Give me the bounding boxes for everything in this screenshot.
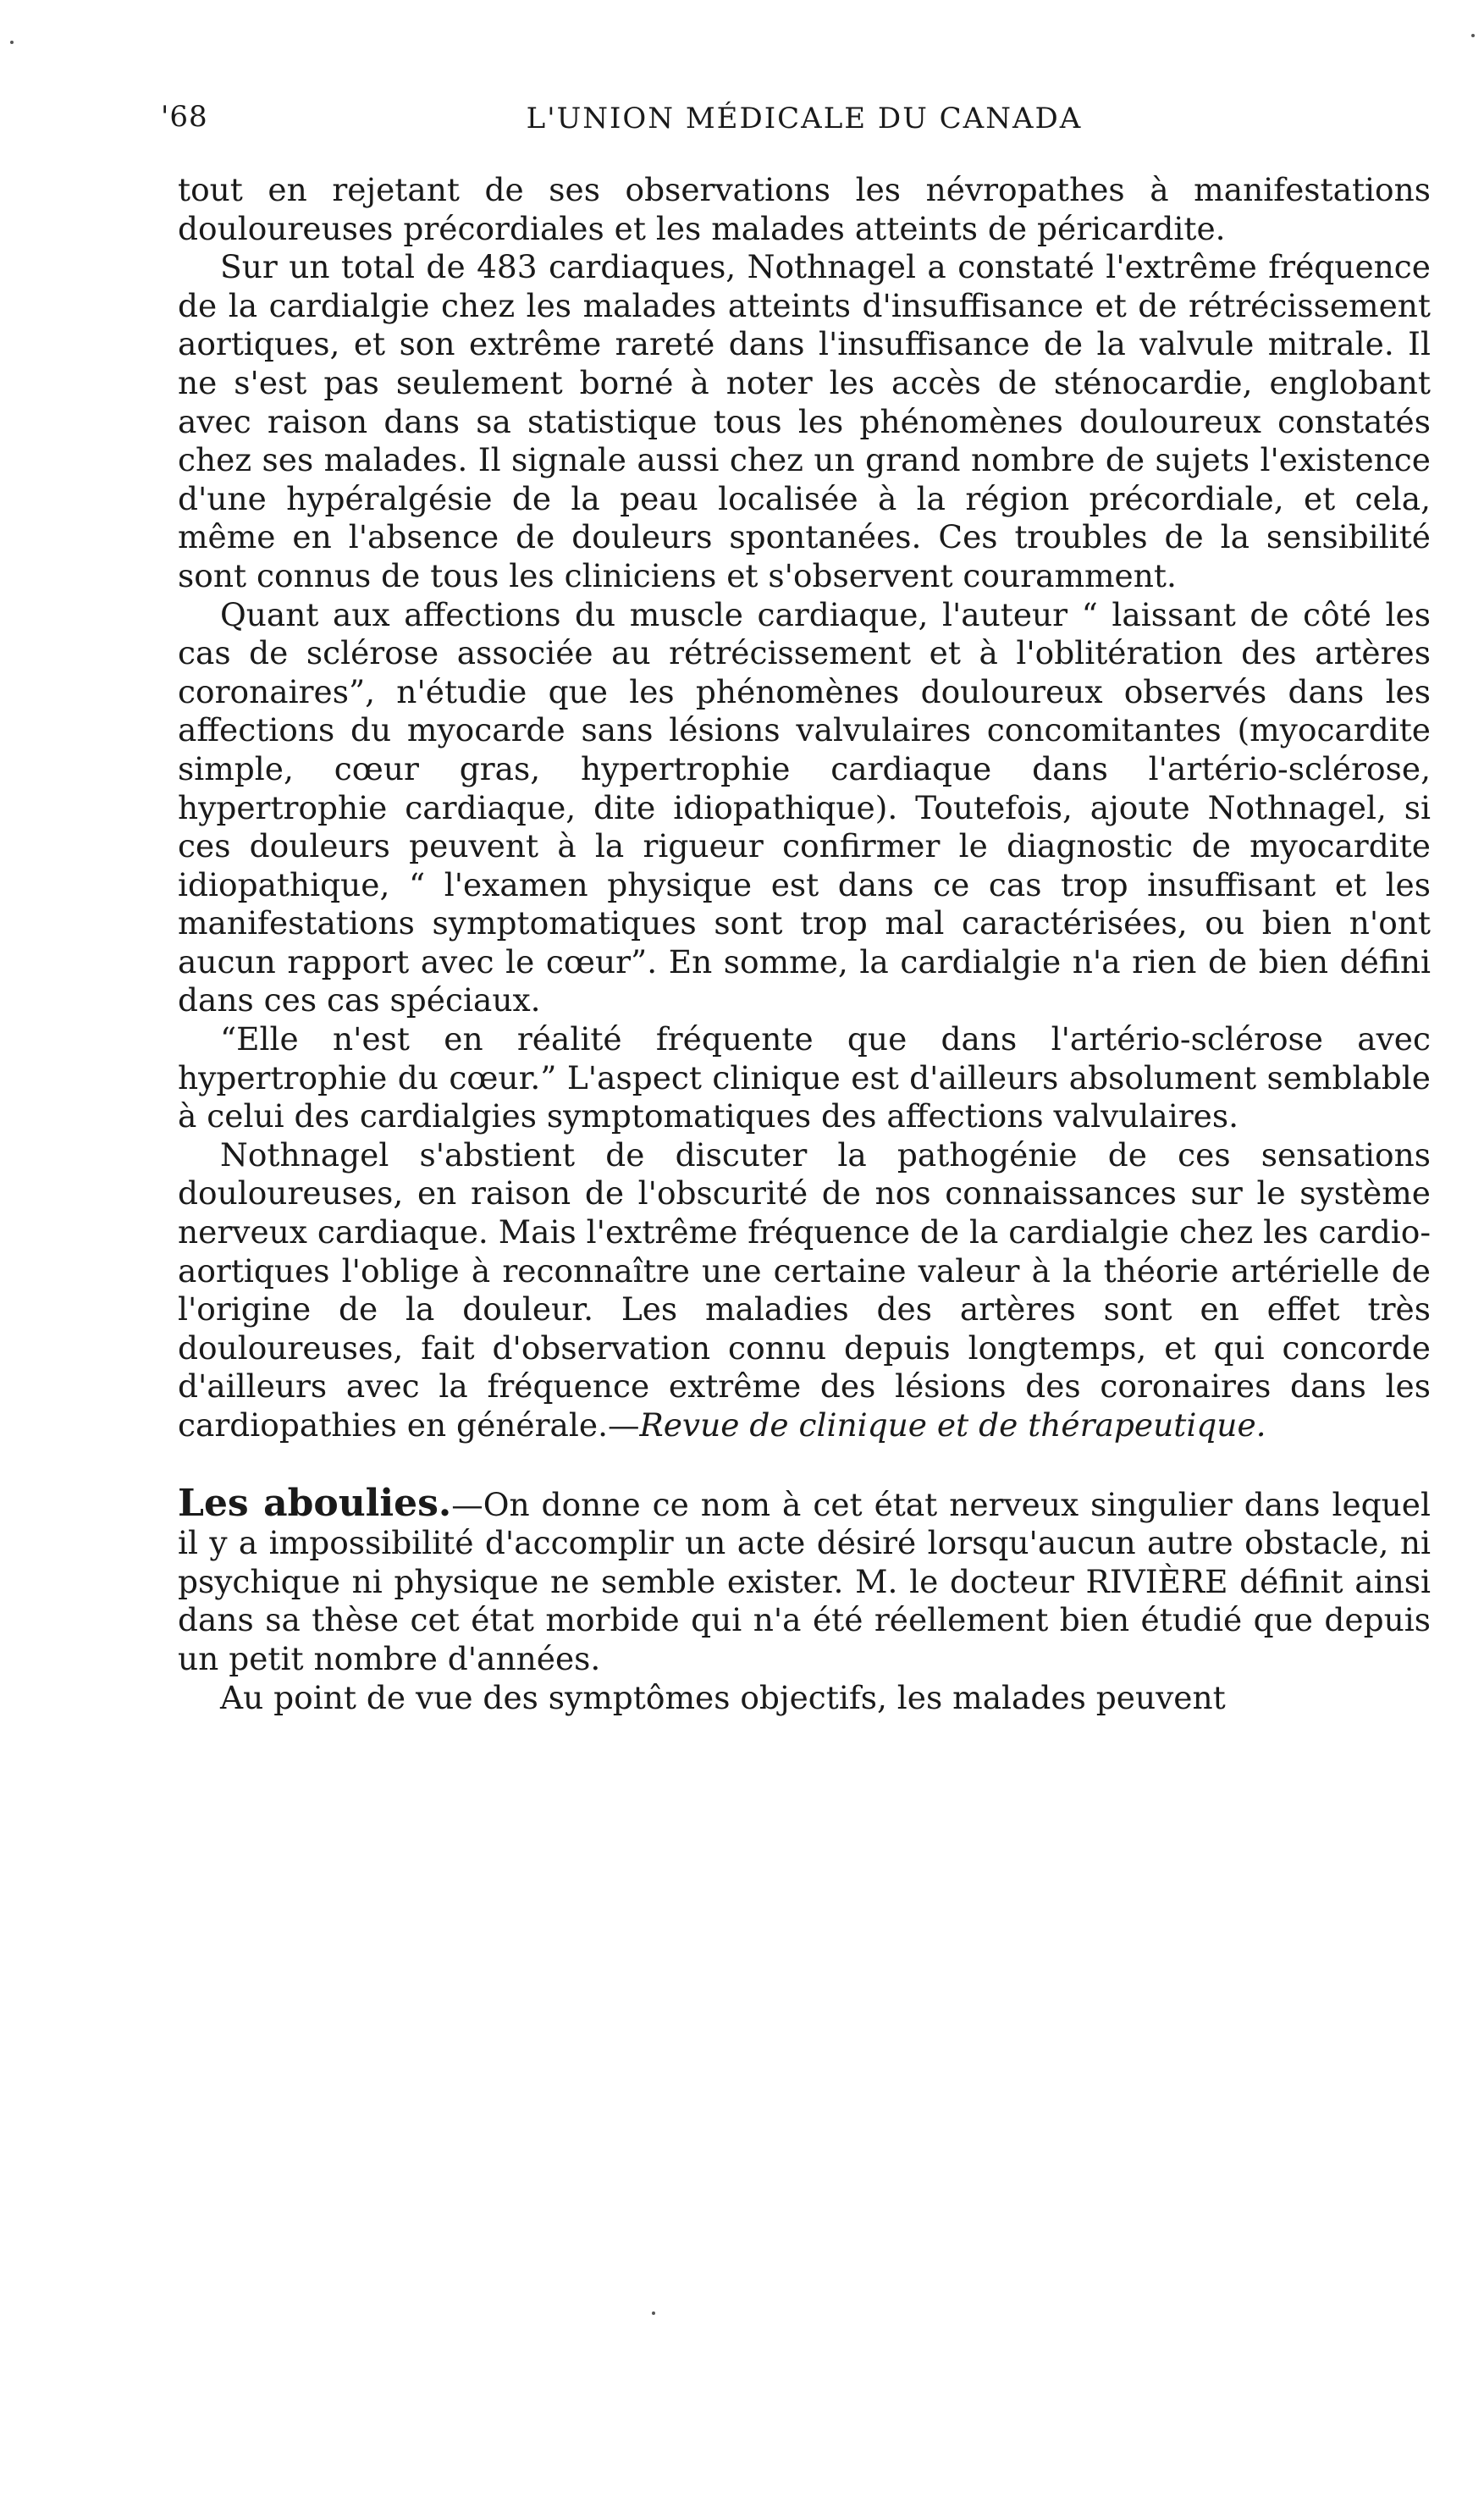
book-page (161, 85, 1431, 2472)
print-speck (1471, 34, 1475, 37)
pathogeny-text: Nothnagel s'abstient de discuter la pathogénie de ces sensations douloureuses, en raison de l'obscurité de nos connaissances sur le système nerveux cardiaque. Mais l'extrême fréquence de la cardialgie chez les cardio-aortiques l'oblige à reconnaître une certaine valeur à la théorie artérielle de l'origine de la douleur. Les maladies des artères sont en effet très douloureuses, fait d'observation connu depuis longtemps, et qui concorde d'ailleurs avec la fréquence extrême des lésions des coronaires dans les cardiopathies en générale.— (178, 1135, 1431, 1444)
print-speck (10, 41, 14, 44)
section-separator (178, 1445, 1431, 1484)
journal-title: L'UNION MÉDICALE DU CANADA (526, 102, 1083, 135)
paragraph-aboulies-intro (178, 1481, 1431, 1679)
paragraph-continued: tout en rejetant de ses observations les névropathes à manifestations douloureuses précordiales et les malades atteints de péricardite. (178, 171, 1431, 247)
print-speck (652, 2311, 655, 2315)
source-citation: Revue de clinique et de thérapeutique. (639, 1406, 1266, 1444)
paragraph-nothnagel-statistics: Sur un total de 483 cardiaques, Nothnagel a constaté l'extrême fréquence de la cardialgie chez les malades atteints d'insuffisance et de rétrécissement aortiques, et son extrême rareté dans l'insuffisance de la valvule mitrale. Il ne s'est pas seulement borné à noter les accès de sténocardie, englobant avec raison dans sa statistique tous les phénomènes douloureux constatés chez ses malades. Il signale aussi chez un grand nombre de sujets l'existence d'une hypéralgésie de la peau localisée à la région précordiale, et cela, même en l'absence de douleurs spontanées. Ces troubles de la sensibilité sont connus de tous les cliniciens et s'observent couramment. (178, 248, 1431, 594)
paragraph-pathogeny (178, 1136, 1431, 1445)
running-head (161, 85, 1431, 152)
article-body (178, 171, 1431, 1717)
aboulies-intro-text: —On donne ce nom à cet état nerveux singulier dans lequel il y a impossibilité d'accomplir un acte désiré lorsqu'aucun autre obstacle, ni psychique ni physique ne semble exister. M. le docteur RIVIÈRE définit ainsi dans sa thèse cet état morbide qui n'a été réellement bien étudié que depuis un petit nombre d'années. (178, 1485, 1431, 1677)
section-heading: Les aboulies. (178, 1481, 452, 1525)
paragraph-myocardial-affections: Quant aux affections du muscle cardiaque, l'auteur “ laissant de côté les cas de sclérose associée au rétrécissement et à l'oblitération des artères coronaires”, n'étudie que les phénomènes douloureux observés dans les affections du myocarde sans lésions valvulaires concomitantes (myocardite simple, cœur gras, hypertrophie cardiaque dans l'artério-sclérose, hypertrophie cardiaque, dite idiopathique). Toutefois, ajoute Nothnagel, si ces douleurs peuvent à la rigueur confirmer le diagnostic de myocardite idiopathique, “ l'examen physique est dans ce cas trop insuffisant et les manifestations symptomatiques sont trop mal caractérisées, ou bien n'ont aucun rapport avec le cœur”. En somme, la cardialgie n'a rien de bien défini dans ces cas spéciaux. (178, 595, 1431, 1019)
paragraph-objective-symptoms: Au point de vue des symptômes objectifs, les malades peuvent (220, 1678, 1226, 1716)
paragraph-arteriosclerosis-quote: “Elle n'est en réalité fréquente que dans l'artério-sclérose avec hypertrophie du cœur.” L'aspect clinique est d'ailleurs absolument semblable à celui des cardialgies symptomatiques des affections valvulaires. (178, 1020, 1431, 1135)
page-number: '68 (161, 100, 208, 134)
